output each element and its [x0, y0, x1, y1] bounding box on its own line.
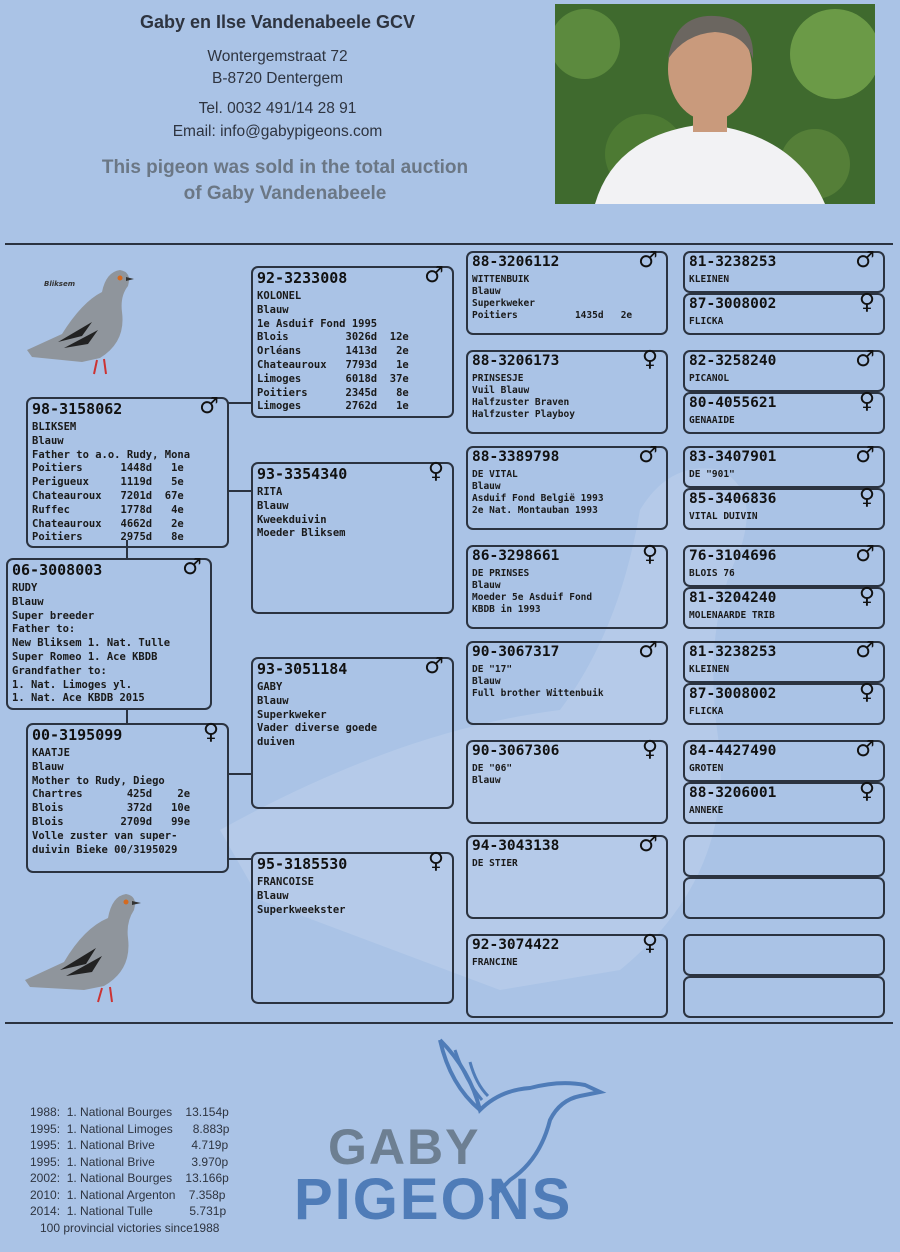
pigeon-details: [12, 582, 206, 706]
pigeon-detail-line: KBDB in 1993: [472, 604, 541, 615]
pigeon-detail-line: Mother to Rudy, Diego: [32, 774, 165, 787]
pigeon-details: [689, 415, 879, 427]
ring-number: 82-3258240: [689, 353, 777, 369]
pigeon-card-ggp-1: [466, 248, 668, 335]
male-icon: ♂: [182, 555, 202, 580]
pigeon-name: DE "06": [472, 763, 513, 774]
female-icon: ♀: [427, 849, 444, 874]
pigeon-detail-line: Vader diverse goede: [257, 722, 378, 735]
pigeon-name: MOLENAARDE TRIB: [689, 610, 775, 621]
pigeon-detail-line: Super Romeo 1. Ace KBDB: [12, 650, 158, 663]
pigeon-name: VITAL DUIVIN: [689, 511, 758, 522]
pigeon-detail-line: Superkweker: [257, 708, 327, 721]
pigeon-card-gggp-11: [683, 737, 885, 782]
pigeon-card-ggp-7: [466, 832, 668, 919]
result-row: 100 provincial victories since1988: [30, 1220, 220, 1235]
pigeon-name: PRINSESJE: [472, 373, 524, 384]
pigeon-card-subject: [6, 555, 212, 710]
pigeon-name: RITA: [257, 486, 283, 498]
ring-number: 80-4055621: [689, 395, 777, 411]
pigeon-detail-line: Blauw: [472, 775, 501, 786]
logo-text-pigeons: PIGEONS: [294, 1167, 573, 1232]
result-row: 1995: 1. National Brive 4.719p: [30, 1138, 229, 1152]
pigeon-detail-line: Chateauroux 7793d 1e: [257, 358, 409, 371]
pigeon-name: WITTENBUIK: [472, 274, 530, 285]
pigeon-detail-line: Halfzuster Braven: [472, 397, 570, 408]
female-icon: ♀: [641, 931, 658, 956]
connector: [228, 490, 252, 492]
pigeon-card-gggp-1: [683, 248, 885, 293]
pigeon-card-gggp-5: [683, 443, 885, 488]
pigeon-details: [32, 421, 223, 545]
connector: [228, 858, 252, 860]
pigeon-name: GROTEN: [689, 763, 724, 774]
pigeon-detail-line: Moeder 5e Asduif Fond: [472, 592, 593, 603]
pigeon-details: [472, 568, 662, 616]
pigeon-detail-line: Superkweker: [472, 298, 535, 309]
ring-number: 06-3008003: [12, 561, 103, 579]
pigeon-name: KAATJE: [32, 747, 70, 759]
pigeon-detail-line: Blois 2709d 99e: [32, 815, 191, 828]
pigeon-card-ggp-5: [466, 638, 668, 725]
female-icon: ♀: [858, 290, 875, 315]
result-row: 2002: 1. National Bourges 13.166p: [30, 1171, 229, 1185]
divider-top: [5, 243, 893, 245]
pigeon-details: [472, 763, 662, 787]
pigeon-detail-line: Blauw: [32, 760, 64, 773]
pigeon-label: Bliksem: [44, 280, 75, 288]
female-icon: ♀: [641, 542, 658, 567]
pigeon-detail-line: Poitiers 2975d 8e: [32, 531, 184, 544]
ring-number: 92-3233008: [257, 269, 348, 287]
ring-number: 88-3206112: [472, 254, 560, 270]
pigeon-detail-line: Blauw: [472, 286, 501, 297]
pigeon-detail-line: Volle zuster van super-: [32, 829, 178, 842]
pigeon-card-ggp-6: [466, 737, 668, 824]
logo-text-gaby: GABY: [328, 1119, 481, 1175]
pigeon-name: BLIKSEM: [32, 421, 77, 433]
pigeon-name: FLICKA: [689, 316, 724, 327]
pigeon-name: FLICKA: [689, 706, 724, 717]
pigeon-name: BLOIS 76: [689, 568, 735, 579]
pigeon-detail-line: 1. Nat. Limoges yl.: [12, 678, 133, 691]
connector: [126, 710, 128, 724]
pigeon-details: [689, 610, 879, 622]
pigeon-detail-line: Limoges 2762d 1e: [257, 400, 409, 413]
pigeon-card-grandsire-1: [251, 263, 454, 418]
pigeon-detail-line: Poitiers 2345d 8e: [257, 386, 409, 399]
telephone: Tel. 0032 491/14 28 91: [198, 100, 357, 117]
pigeon-detail-line: Chateauroux 7201d 67e: [32, 489, 184, 502]
pigeon-details: [689, 664, 879, 676]
pigeon-card-gggp-7: [683, 542, 885, 587]
pigeon-details: [472, 469, 662, 517]
ring-number: 90-3067306: [472, 743, 560, 759]
female-icon: ♀: [641, 347, 658, 372]
pigeon-details: [472, 664, 662, 700]
ring-number: 95-3185530: [257, 855, 348, 873]
male-icon: ♂: [638, 443, 658, 468]
pigeon-detail-line: Ruffec 1778d 4e: [32, 503, 184, 516]
pigeon-detail-line: Superkweekster: [257, 903, 346, 916]
male-icon: ♂: [638, 832, 658, 857]
result-row: 1995: 1. National Limoges 8.883p: [30, 1121, 230, 1136]
pigeon-detail-line: Poitiers 1435d 2e: [472, 310, 633, 321]
pigeon-detail-line: 1e Asduif Fond 1995: [257, 317, 378, 330]
pigeon-details: [472, 858, 662, 870]
female-icon: ♀: [858, 584, 875, 609]
pigeon-detail-line: Blauw: [257, 694, 289, 707]
pigeon-illustration-bottom: [20, 884, 150, 1012]
male-icon: ♂: [638, 248, 658, 273]
pigeon-detail-line: Blauw: [12, 595, 44, 608]
ring-number: 86-3298661: [472, 548, 560, 564]
pigeon-detail-line: Blauw: [257, 499, 289, 512]
pigeon-card-gggp-15-empty: [683, 934, 885, 976]
male-icon: ♂: [424, 654, 444, 679]
pigeon-name: RUDY: [12, 582, 38, 594]
result-row: 2014: 1. National Tulle 5.731p: [30, 1204, 227, 1218]
pigeon-detail-line: Blois 372d 10e: [32, 802, 191, 815]
pigeon-details: [689, 568, 879, 580]
ring-number: 00-3195099: [32, 726, 123, 744]
pigeon-detail-line: Poitiers 1448d 1e: [32, 462, 184, 475]
ring-number: 94-3043138: [472, 838, 560, 854]
female-icon: ♀: [427, 459, 444, 484]
divider-bottom: [5, 1022, 893, 1024]
pigeon-details: [689, 511, 879, 523]
pigeon-name: GENAAIDE: [689, 415, 735, 426]
pigeon-detail-line: Halfzuster Playboy: [472, 409, 575, 420]
pigeon-card-ggp-4: [466, 542, 668, 629]
pigeon-details: [257, 290, 448, 414]
ring-number: 87-3008002: [689, 296, 777, 312]
ring-number: 81-3238253: [689, 254, 777, 270]
connector: [228, 402, 252, 404]
pigeon-card-gggp-14-empty: [683, 877, 885, 919]
pigeon-detail-line: Blois 3026d 12e: [257, 331, 409, 344]
pigeon-name: DE "17": [472, 664, 513, 675]
pigeon-details: [257, 681, 448, 750]
pigeon-card-gggp-16-empty: [683, 976, 885, 1018]
auction-note-line1: This pigeon was sold in the total auction: [101, 157, 469, 178]
pigeon-detail-line: Father to:: [12, 623, 76, 636]
pigeon-card-gggp-12: [683, 779, 885, 824]
female-icon: ♀: [202, 720, 219, 745]
female-icon: ♀: [858, 389, 875, 414]
pigeon-detail-line: Blauw: [257, 303, 289, 316]
pigeon-detail-line: Kweekduivin: [257, 513, 327, 526]
pigeon-detail-line: Moeder Bliksem: [257, 527, 346, 540]
male-icon: ♂: [855, 542, 875, 567]
ring-number: 81-3238253: [689, 644, 777, 660]
male-icon: ♂: [855, 443, 875, 468]
pigeon-detail-line: Chartres 425d 2e: [32, 788, 191, 801]
pigeon-name: FRANCOISE: [257, 876, 314, 888]
ring-number: 88-3389798: [472, 449, 560, 465]
pigeon-card-gggp-10: [683, 680, 885, 725]
pigeon-card-dam: [26, 720, 229, 873]
pigeon-details: [472, 957, 662, 969]
breeder-name: Gaby en Ilse Vandenabeele GCV: [139, 12, 416, 32]
pigeon-detail-line: 1. Nat. Ace KBDB 2015: [12, 692, 145, 705]
pigeon-detail-line: duiven: [257, 736, 295, 749]
male-icon: ♂: [855, 248, 875, 273]
ring-number: 83-3407901: [689, 449, 777, 465]
ring-number: 88-3206001: [689, 785, 777, 801]
ring-number: 98-3158062: [32, 400, 123, 418]
pigeon-card-sire: [26, 394, 229, 548]
email: Email: info@gabypigeons.com: [172, 123, 383, 140]
pigeon-name: DE STIER: [472, 858, 518, 869]
pigeon-detail-line: Chateauroux 4662d 2e: [32, 517, 184, 530]
pigeon-details: [689, 805, 879, 817]
ring-number: 84-4427490: [689, 743, 777, 759]
pigeon-detail-line: Blauw: [32, 434, 64, 447]
pigeon-card-granddam-2: [251, 849, 454, 1004]
pigeon-card-gggp-13-empty: [683, 835, 885, 877]
address-street: Wontergemstraat 72: [207, 48, 348, 65]
pigeon-card-ggp-2: [466, 347, 668, 434]
pigeon-name: FRANCINE: [472, 957, 518, 968]
ring-number: 90-3067317: [472, 644, 560, 660]
pigeon-name: ANNEKE: [689, 805, 724, 816]
pigeon-card-grandsire-2: [251, 654, 454, 809]
male-icon: ♂: [424, 263, 444, 288]
pigeon-illustration-top: [22, 262, 142, 384]
result-row: 2010: 1. National Argenton 7.358p: [30, 1187, 226, 1202]
pigeon-detail-line: Perigueux 1119d 5e: [32, 476, 184, 489]
pigeon-detail-line: Asduif Fond België 1993: [472, 493, 604, 504]
pigeon-name: PICANOL: [689, 373, 730, 384]
pigeon-card-gggp-2: [683, 290, 885, 335]
ring-number: 88-3206173: [472, 353, 560, 369]
male-icon: ♂: [855, 638, 875, 663]
pigeon-details: [257, 876, 448, 917]
pigeon-details: [689, 763, 879, 775]
connector: [228, 773, 252, 775]
pigeon-card-gggp-4: [683, 389, 885, 434]
pigeon-detail-line: Full brother Wittenbuik: [472, 688, 604, 699]
results-list: [30, 1104, 229, 1236]
pigeon-detail-line: Grandfather to:: [12, 664, 107, 677]
pigeon-details: [689, 469, 879, 481]
pigeon-card-granddam-1: [251, 459, 454, 614]
female-icon: ♀: [858, 680, 875, 705]
ring-number: 81-3204240: [689, 590, 777, 606]
pigeon-name: DE PRINSES: [472, 568, 530, 579]
pigeon-details: [257, 486, 448, 541]
pigeon-name: DE "901": [689, 469, 735, 480]
auction-note-line2: of Gaby Vandenabeele: [183, 183, 387, 204]
pigeon-card-gggp-8: [683, 584, 885, 629]
pigeon-name: KLEINEN: [689, 274, 730, 285]
pigeon-details: [472, 373, 662, 421]
pigeon-details: [689, 316, 879, 328]
pigeon-name: DE VITAL: [472, 469, 518, 480]
male-icon: ♂: [855, 347, 875, 372]
result-row: 1995: 1. National Brive 3.970p: [30, 1154, 229, 1169]
male-icon: ♂: [199, 394, 219, 419]
ring-number: 93-3051184: [257, 660, 348, 678]
ring-number: 92-3074422: [472, 937, 560, 953]
result-row: 1988: 1. National Bourges 13.154p: [30, 1105, 229, 1119]
pigeon-detail-line: 2e Nat. Montauban 1993: [472, 505, 598, 516]
pigeon-card-ggp-8: [466, 931, 668, 1018]
pigeon-detail-line: Vuil Blauw: [472, 385, 530, 396]
pigeon-name: GABY: [257, 681, 283, 693]
pigeon-detail-line: duivin Bieke 00/3195029: [32, 843, 178, 856]
pigeon-detail-line: Blauw: [472, 676, 501, 687]
pigeon-details: [32, 747, 223, 857]
pigeon-detail-line: New Bliksem 1. Nat. Tulle: [12, 637, 171, 650]
male-icon: ♂: [855, 737, 875, 762]
pigeon-card-ggp-3: [466, 443, 668, 530]
pigeon-name: KOLONEL: [257, 290, 302, 302]
pigeon-detail-line: Orléans 1413d 2e: [257, 345, 409, 358]
female-icon: ♀: [641, 737, 658, 762]
pigeon-details: [689, 373, 879, 385]
female-icon: ♀: [858, 485, 875, 510]
pigeon-detail-line: Super breeder: [12, 609, 95, 622]
pigeon-detail-line: Blauw: [472, 580, 501, 591]
ring-number: 87-3008002: [689, 686, 777, 702]
pigeon-card-gggp-3: [683, 347, 885, 392]
pigeon-card-gggp-6: [683, 485, 885, 530]
pigeon-detail-line: Limoges 6018d 37e: [257, 372, 409, 385]
pigeon-detail-line: Father to a.o. Rudy, Mona: [32, 448, 191, 461]
pigeon-detail-line: Blauw: [472, 481, 501, 492]
pigeon-details: [472, 274, 662, 322]
ring-number: 76-3104696: [689, 548, 777, 564]
breeder-photo: [555, 4, 875, 204]
ring-number: 85-3406836: [689, 491, 777, 507]
pigeon-detail-line: Blauw: [257, 889, 289, 902]
address-city: B-8720 Dentergem: [212, 70, 343, 87]
pigeon-details: [689, 274, 879, 286]
ring-number: 93-3354340: [257, 465, 348, 483]
pigeon-name: KLEINEN: [689, 664, 730, 675]
male-icon: ♂: [638, 638, 658, 663]
pigeon-details: [689, 706, 879, 718]
pigeon-card-gggp-9: [683, 638, 885, 683]
female-icon: ♀: [858, 779, 875, 804]
